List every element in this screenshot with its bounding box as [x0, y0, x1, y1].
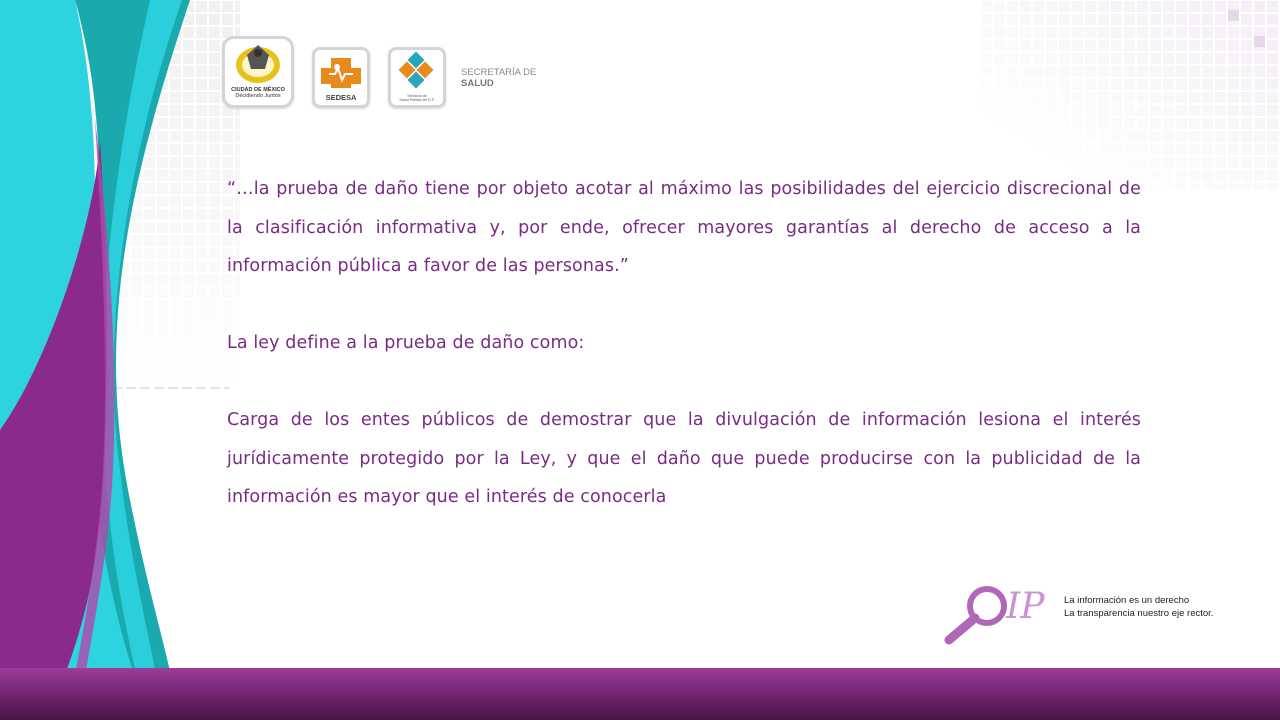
salud-services-caption — [391, 94, 443, 102]
definition-intro: La ley define a la prueba de daño como: — [227, 333, 585, 353]
salud-caption-line2: Salud Pública del D.F. — [399, 98, 435, 102]
secretaria-de-salud-wordmark — [461, 67, 536, 89]
cdmx-caption — [225, 87, 291, 99]
cdmx-emblem-icon — [225, 39, 291, 87]
salud-services-logo — [388, 47, 446, 108]
oip-tagline — [1064, 594, 1213, 620]
secretaria-line2: SALUD — [461, 78, 494, 89]
footer-bar — [0, 668, 1280, 720]
sedesa-logo — [312, 47, 370, 108]
oip-logo — [940, 576, 1060, 646]
oip-tagline-line2: La transparencia nuestro eje rector. — [1064, 608, 1214, 619]
quote-paragraph: “…la prueba de daño tiene por objeto acotar al máximo las posibilidades del ejercicio discrecional de la clasificación informativa y, por ende, ofrecer mayores garantías al derecho de acceso a la información pública a favor de las personas.” — [227, 179, 1141, 276]
secretaria-line1: SECRETARÍA DE — [461, 67, 537, 78]
cdmx-caption-line2: Decidiendo Juntos — [235, 93, 281, 99]
definition-paragraph: Carga de los entes públicos de demostrar que la divulgación de información lesiona el interés jurídicamente protegido por la Ley, y que el daño que puede producirse con la publicidad de la información es mayor que el interés de conocerla — [227, 410, 1141, 507]
oip-mark: IP — [1006, 586, 1045, 627]
decorative-swoosh — [0, 0, 260, 720]
oip-tagline-line1: La información es un derecho — [1064, 595, 1190, 606]
cdmx-logo — [222, 36, 294, 108]
salud-caption-line1: Servicios de — [407, 94, 427, 98]
sedesa-caption: SEDESA — [325, 93, 357, 102]
decorative-grid-right — [980, 0, 1280, 190]
salud-services-emblem-icon — [391, 50, 443, 94]
sedesa-emblem-icon — [315, 50, 367, 90]
magnifier-icon — [949, 589, 1004, 640]
cdmx-caption-line1: CIUDAD DE MÉXICO — [231, 87, 285, 93]
